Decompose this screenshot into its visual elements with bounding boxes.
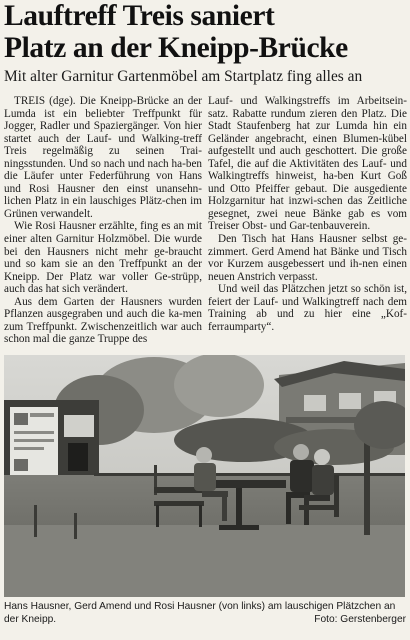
paragraph: Lauf- und Walkingstreffs im Arbeitsein-satz. Rabatte rundum zieren den Platz. Die Stadt Staufenberg hat zur Lumda hin ein Geländer angebracht, einen Blumen-kübel aufgestellt und auch geschottert. Die große Tafel, die auf die Aktivitäten des Lauf- und Walkingtreffs hinweist, ha-ben Kurt Goß und Otto Pfeiffer gebaut. Die ausgediente Holzgarnitur hat inzwi-schen das Zeitliche gesegnet, zwei neue Bänke gab es vom Treiser Obst- und Gar-tenbauverein. bbox=[208, 95, 407, 233]
paragraph: Aus dem Garten der Hausners wurden Pflanzen ausgegraben und auch die ka-men zum Treffpunkt. Zwischenzeitlich war auch schon mal die ganze Truppe des bbox=[4, 295, 202, 346]
photo-caption: Hans Hausner, Gerd Amend und Rosi Hausner (von links) am lauschigen Plätzchen an der Kneipp. bbox=[4, 601, 396, 625]
article-photo bbox=[4, 355, 405, 597]
photo-illustration bbox=[4, 355, 405, 597]
paragraph: Den Tisch hat Hans Hausner selbst ge-zimmert. Gerd Amend hat Bänke und Tisch vor Kurzem ausgebessert und ih-nen einen neuen Anstrich verpasst. bbox=[208, 233, 407, 283]
paragraph: TREIS (dge). Die Kneipp-Brücke an der Lumda ist ein beliebter Treffpunkt für Jogger, Radler und Spaziergänger. Von hier startet auch der Lauf- und Walking-treff Treis regelmäßig zu seinen Trai-ningsstunden. Und so nach und nach ha-ben die Läufer unter Federführung von Hans und Rosi Hausner den einst unansehn-lichen Platz in ein lauschiges Plätz-chen im Grünen verwandelt. bbox=[4, 95, 202, 220]
paragraph: Und weil das Plätzchen jetzt so schön ist, feiert der Lauf- und Walkingtreff nach dem Training ab und zu hier eine „Kof-ferraumparty“. bbox=[208, 283, 407, 333]
paragraph: Wie Rosi Hausner erzählte, fing es an mit einer alten Garnitur Holzmöbel. Die wurde bei den Hausners nicht mehr ge-braucht und so kam sie an den Treffpunkt an der Kneipp. Der Platz war voller Ge-strüpp, auch das hat sich verändert. bbox=[4, 220, 202, 296]
headline bbox=[4, 0, 408, 64]
subheadline: Mit alter Garnitur Gartenmöbel am Startplatz fing alles an bbox=[4, 68, 363, 85]
photo-credit: Foto: Gerstenberger bbox=[314, 614, 406, 625]
headline-line-1: Lauftreff Treis saniert bbox=[4, 0, 275, 32]
article-column-left bbox=[4, 95, 202, 346]
headline-line-2: Platz an der Kneipp-Brücke bbox=[4, 32, 348, 64]
article-column-right bbox=[208, 95, 407, 333]
